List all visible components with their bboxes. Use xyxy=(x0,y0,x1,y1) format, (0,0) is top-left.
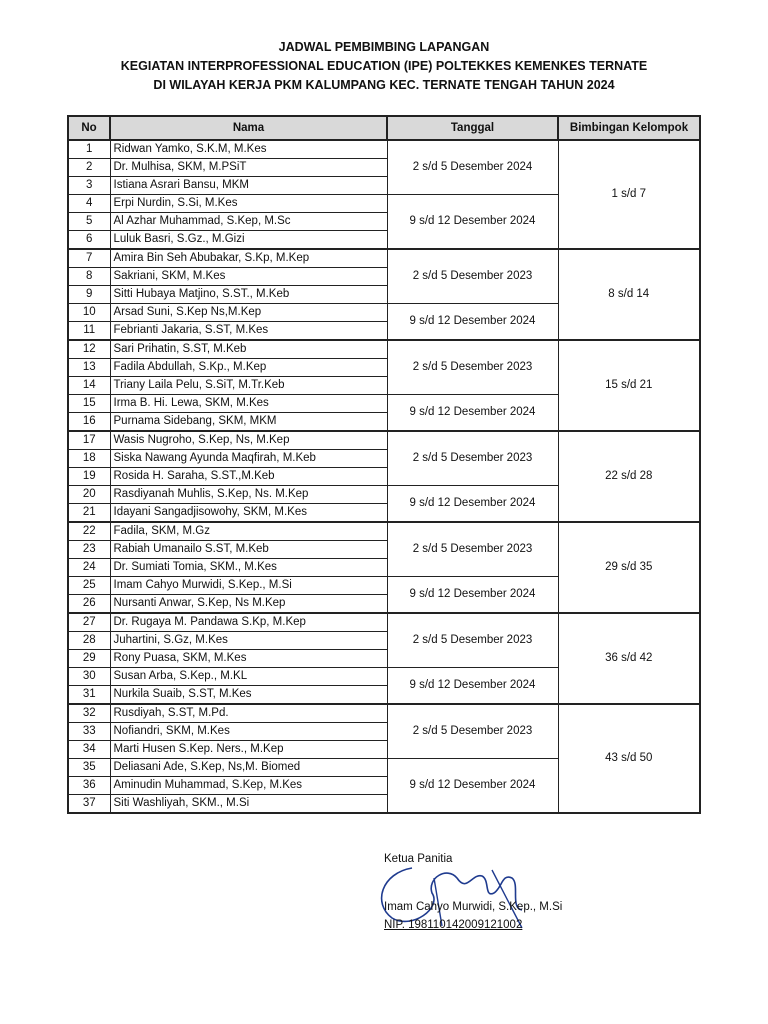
row-number: 26 xyxy=(68,595,110,614)
row-number: 37 xyxy=(68,795,110,814)
supervisor-name: Rabiah Umanailo S.ST, M.Keb xyxy=(110,541,387,559)
row-number: 9 xyxy=(68,286,110,304)
supervisor-name: Febrianti Jakaria, S.ST, M.Kes xyxy=(110,322,387,341)
row-number: 15 xyxy=(68,395,110,413)
table-row xyxy=(68,340,700,359)
row-number: 24 xyxy=(68,559,110,577)
supervisor-name: Rusdiyah, S.ST, M.Pd. xyxy=(110,704,387,723)
table-row xyxy=(68,140,700,159)
header-tanggal: Tanggal xyxy=(387,116,558,140)
title-line-2: KEGIATAN INTERPROFESSIONAL EDUCATION (IPE) POLTEKKES KEMENKES TERNATE xyxy=(120,59,648,73)
supervisor-name: Rosida H. Saraha, S.ST.,M.Keb xyxy=(110,468,387,486)
group-range: 29 s/d 35 xyxy=(558,522,700,613)
supervisor-name: Purnama Sidebang, SKM, MKM xyxy=(110,413,387,432)
schedule-table xyxy=(67,115,701,814)
table-row xyxy=(68,613,700,632)
table-row xyxy=(68,522,700,541)
group-range: 36 s/d 42 xyxy=(558,613,700,704)
supervisor-name: Juhartini, S.Gz, M.Kes xyxy=(110,632,387,650)
table-row xyxy=(68,431,700,450)
row-number: 4 xyxy=(68,195,110,213)
date-range: 9 s/d 12 Desember 2024 xyxy=(387,668,558,705)
group-range: 22 s/d 28 xyxy=(558,431,700,522)
group-range: 8 s/d 14 xyxy=(558,249,700,340)
row-number: 20 xyxy=(68,486,110,504)
date-range: 9 s/d 12 Desember 2024 xyxy=(387,759,558,814)
supervisor-name: Rasdiyanah Muhlis, S.Kep, Ns. M.Kep xyxy=(110,486,387,504)
row-number: 32 xyxy=(68,704,110,723)
date-range: 2 s/d 5 Desember 2024 xyxy=(387,140,558,195)
row-number: 34 xyxy=(68,741,110,759)
supervisor-name: Idayani Sangadjisowohy, SKM, M.Kes xyxy=(110,504,387,523)
supervisor-name: Wasis Nugroho, S.Kep, Ns, M.Kep xyxy=(110,431,387,450)
supervisor-name: Amira Bin Seh Abubakar, S.Kp, M.Kep xyxy=(110,249,387,268)
supervisor-name: Fadila, SKM, M.Gz xyxy=(110,522,387,541)
supervisor-name: Ridwan Yamko, S.K.M, M.Kes xyxy=(110,140,387,159)
supervisor-name: Erpi Nurdin, S.Si, M.Kes xyxy=(110,195,387,213)
row-number: 14 xyxy=(68,377,110,395)
supervisor-name: Al Azhar Muhammad, S.Kep, M.Sc xyxy=(110,213,387,231)
supervisor-name: Siti Washliyah, SKM., M.Si xyxy=(110,795,387,814)
row-number: 2 xyxy=(68,159,110,177)
row-number: 10 xyxy=(68,304,110,322)
supervisor-name: Irma B. Hi. Lewa, SKM, M.Kes xyxy=(110,395,387,413)
supervisor-name: Fadila Abdullah, S.Kp., M.Kep xyxy=(110,359,387,377)
row-number: 35 xyxy=(68,759,110,777)
supervisor-name: Susan Arba, S.Kep., M.KL xyxy=(110,668,387,686)
date-range: 9 s/d 12 Desember 2024 xyxy=(387,304,558,341)
supervisor-name: Triany Laila Pelu, S.SiT, M.Tr.Keb xyxy=(110,377,387,395)
row-number: 22 xyxy=(68,522,110,541)
date-range: 9 s/d 12 Desember 2024 xyxy=(387,195,558,250)
group-range: 1 s/d 7 xyxy=(558,140,700,249)
document-title xyxy=(0,38,768,95)
signatory-name: Imam Cahyo Murwidi, S.Kep., M.Si xyxy=(384,901,563,913)
row-number: 36 xyxy=(68,777,110,795)
row-number: 1 xyxy=(68,140,110,159)
group-range: 43 s/d 50 xyxy=(558,704,700,813)
date-range: 2 s/d 5 Desember 2023 xyxy=(387,522,558,577)
signatory-role: Ketua Panitia xyxy=(384,853,453,865)
row-number: 31 xyxy=(68,686,110,705)
table-row xyxy=(68,704,700,723)
supervisor-name: Rony Puasa, SKM, M.Kes xyxy=(110,650,387,668)
row-number: 13 xyxy=(68,359,110,377)
date-range: 2 s/d 5 Desember 2023 xyxy=(387,704,558,759)
supervisor-name: Nofiandri, SKM, M.Kes xyxy=(110,723,387,741)
header-kelompok: Bimbingan Kelompok xyxy=(558,116,700,140)
supervisor-name: Imam Cahyo Murwidi, S.Kep., M.Si xyxy=(110,577,387,595)
row-number: 11 xyxy=(68,322,110,341)
supervisor-name: Istiana Asrari Bansu, MKM xyxy=(110,177,387,195)
supervisor-name: Luluk Basri, S.Gz., M.Gizi xyxy=(110,231,387,250)
date-range: 9 s/d 12 Desember 2024 xyxy=(387,486,558,523)
table-header-row xyxy=(68,116,700,140)
supervisor-name: Arsad Suni, S.Kep Ns,M.Kep xyxy=(110,304,387,322)
row-number: 17 xyxy=(68,431,110,450)
row-number: 19 xyxy=(68,468,110,486)
row-number: 16 xyxy=(68,413,110,432)
row-number: 8 xyxy=(68,268,110,286)
supervisor-name: Sakriani, SKM, M.Kes xyxy=(110,268,387,286)
supervisor-name: Nursanti Anwar, S.Kep, Ns M.Kep xyxy=(110,595,387,614)
row-number: 33 xyxy=(68,723,110,741)
date-range: 2 s/d 5 Desember 2023 xyxy=(387,249,558,304)
signatory-nip: NIP. 198110142009121002 xyxy=(384,919,523,931)
row-number: 25 xyxy=(68,577,110,595)
group-range: 15 s/d 21 xyxy=(558,340,700,431)
supervisor-name: Marti Husen S.Kep. Ners., M.Kep xyxy=(110,741,387,759)
row-number: 5 xyxy=(68,213,110,231)
supervisor-name: Dr. Rugaya M. Pandawa S.Kp, M.Kep xyxy=(110,613,387,632)
header-nama: Nama xyxy=(110,116,387,140)
title-line-1: JADWAL PEMBIMBING LAPANGAN xyxy=(278,40,490,54)
supervisor-name: Sari Prihatin, S.ST, M.Keb xyxy=(110,340,387,359)
row-number: 18 xyxy=(68,450,110,468)
supervisor-name: Siska Nawang Ayunda Maqfirah, M.Keb xyxy=(110,450,387,468)
date-range: 2 s/d 5 Desember 2023 xyxy=(387,431,558,486)
row-number: 12 xyxy=(68,340,110,359)
row-number: 30 xyxy=(68,668,110,686)
date-range: 9 s/d 12 Desember 2024 xyxy=(387,577,558,614)
row-number: 27 xyxy=(68,613,110,632)
row-number: 21 xyxy=(68,504,110,523)
date-range: 9 s/d 12 Desember 2024 xyxy=(387,395,558,432)
supervisor-name: Dr. Mulhisa, SKM, M.PSiT xyxy=(110,159,387,177)
row-number: 7 xyxy=(68,249,110,268)
supervisor-name: Dr. Sumiati Tomia, SKM., M.Kes xyxy=(110,559,387,577)
row-number: 28 xyxy=(68,632,110,650)
row-number: 6 xyxy=(68,231,110,250)
supervisor-name: Nurkila Suaib, S.ST, M.Kes xyxy=(110,686,387,705)
row-number: 29 xyxy=(68,650,110,668)
table-body xyxy=(68,140,700,813)
header-no: No xyxy=(68,116,110,140)
row-number: 23 xyxy=(68,541,110,559)
date-range: 2 s/d 5 Desember 2023 xyxy=(387,613,558,668)
row-number: 3 xyxy=(68,177,110,195)
supervisor-name: Deliasani Ade, S.Kep, Ns,M. Biomed xyxy=(110,759,387,777)
date-range: 2 s/d 5 Desember 2023 xyxy=(387,340,558,395)
supervisor-name: Aminudin Muhammad, S.Kep, M.Kes xyxy=(110,777,387,795)
title-line-3: DI WILAYAH KERJA PKM KALUMPANG KEC. TERNATE TENGAH TAHUN 2024 xyxy=(153,78,615,92)
signature-block xyxy=(384,850,562,934)
supervisor-name: Sitti Hubaya Matjino, S.ST., M.Keb xyxy=(110,286,387,304)
table-row xyxy=(68,249,700,268)
